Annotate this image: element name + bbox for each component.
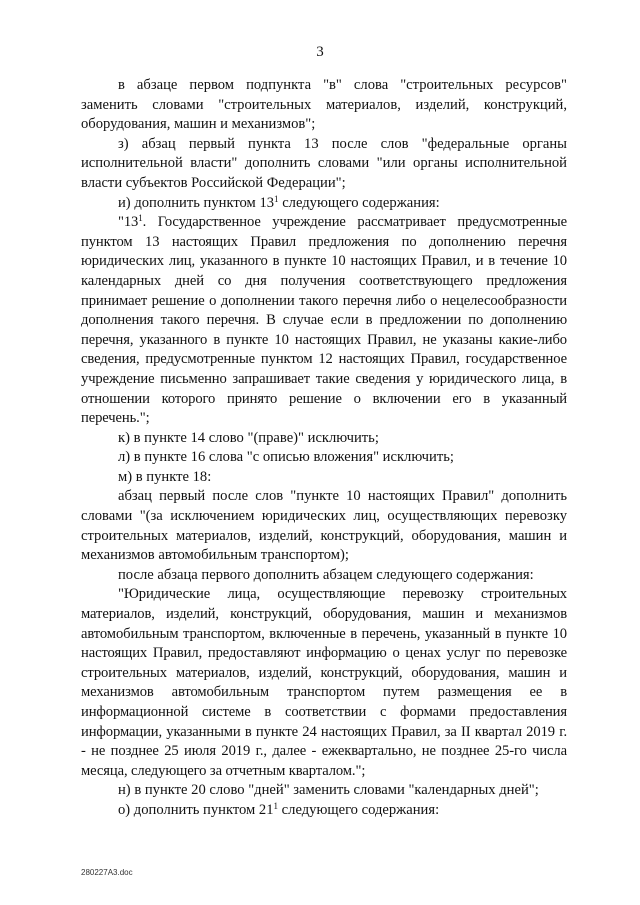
paragraph-text: о) дополнить пунктом 21 [118,801,274,818]
page-number: 3 [316,44,324,60]
superscript: 1 [274,193,279,204]
file-name-footer: 280227A3.doc [81,868,133,877]
superscript: 1 [273,800,279,811]
paragraph-text: следующего содержания: [278,194,440,211]
paragraph: м) в пункте 18: [118,468,212,485]
paragraph-text: "13 [118,214,139,231]
paragraph [81,801,567,821]
paragraph: л) в пункте 16 слова "с описью вложения" исключить; [118,449,454,466]
paragraph-text: следующего содержания: [278,801,440,818]
paragraph: в абзаце первом подпункта "в" слова "строительных ресурсов" заменить словами "строительных материалов, изделий, конструкций, оборудования, машин и механизмов"; [81,77,567,133]
paragraph-text: и) дополнить пунктом 13 [118,194,275,211]
paragraph: к) в пункте 14 слово "(праве)" исключить; [118,429,379,446]
paragraph: н) в пункте 20 слово "дней" заменить словами "календарных дней"; [118,782,539,799]
paragraph: абзац первый после слов "пункте 10 настоящих Правил" дополнить словами "(за исключением юридических лиц, осуществляющих перевозку строительных материалов, изделий, конструкций, оборудования, машин и механизмов автомобильным транспортом); [81,488,567,564]
paragraph [81,194,567,214]
paragraph-text: . Государственное учреждение рассматривает предусмотренные пунктом 13 настоящих Правил предложения по дополнению перечня юридических лиц, указанного в пункте 10 настоящих Правил, и в течение 10 календарных дней со дня получения соответствующего предложения принимает решение о дополнении такого перечня либо о нецелесообразности дополнения такого перечня. В случае если в предложении по дополнению перечня, указанного в пункте 10 настоящих Правил, не указаны какие-либо сведения, предусмотренные пунктом 12 настоящих Правил, государственное учреждение письменно запрашивает такие сведения у юридического лица, в отношении которого принято решение о включении его в указанный перечень."; [81,214,567,427]
paragraph [81,213,567,429]
paragraph: "Юридические лица, осуществляющие перевозку строительных материалов, изделий, конструкций, оборудования, машин и механизмов автомобильным транспортом, включенные в перечень, указанный в пункте 10 настоящих Правил, предоставляют информацию о ценах услуг по перевозке строительных материалов, изделий, конструкций, оборудования, машин и механизмов автомобильным транспортом путем размещения ее в информационной системе в соответствии с формами предоставления информации, указанными в пункте 24 настоящих Правил, за II квартал 2019 г. - не позднее 25 июля 2019 г., далее - ежеквартально, не позднее 25-го числа месяца, следующего за отчетным кварталом."; [81,586,567,779]
document-body [81,76,567,821]
paragraph: после абзаца первого дополнить абзацем следующего содержания: [118,566,534,583]
paragraph: з) абзац первый пункта 13 после слов "федеральные органы исполнительной власти" дополнить словами "или органы исполнительной власти субъектов Российской Федерации"; [81,135,567,191]
superscript: 1 [138,213,143,224]
